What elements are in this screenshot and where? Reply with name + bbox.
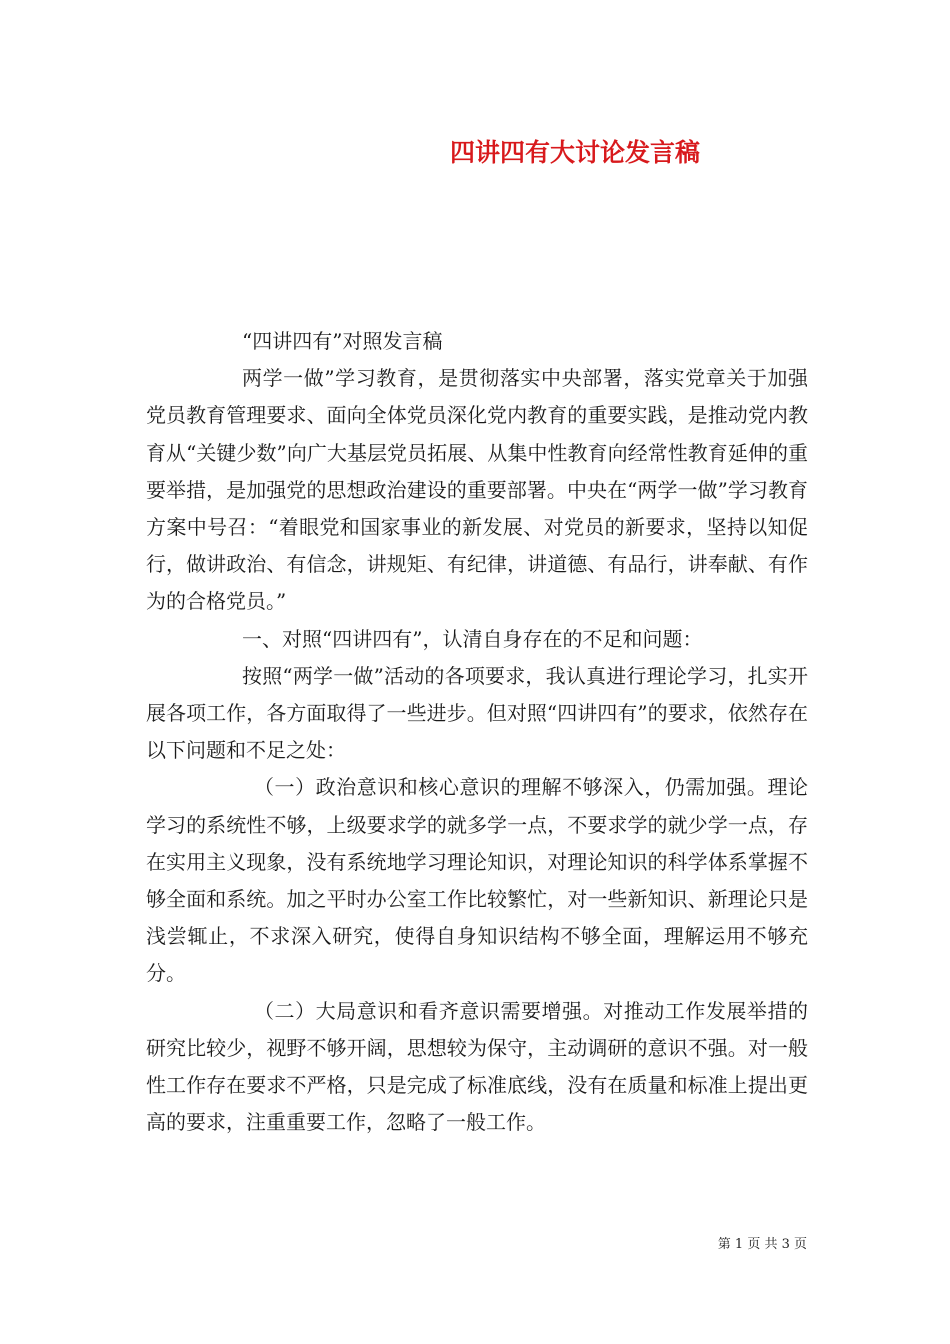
paragraph-item: （二）大局意识和看齐意识需要增强。对推动工作发展举措的研究比较少，视野不够开阔，思想较为保守，主动调研的意识不强。对一般性工作存在要求不严格，只是完成了标准底线，没有在质量和标准上提出更高的要求，注重重要工作，忽略了一般工作。 (146, 998, 808, 1135)
paragraph-item: （一）政治意识和核心意识的理解不够深入，仍需加强。理论学习的系统性不够，上级要求学的就多学一点，不要求学的就少学一点，存在实用主义现象，没有系统地学习理论知识，对理论知识的科学体系掌握不够全面和系统。加之平时办公室工作比较繁忙，对一些新知识、新理论只是浅尝辄止，不求深入研究，使得自身知识结构不够全面，理解运用不够充分。 (146, 775, 808, 986)
paragraph: 两学一做”学习教育，是贯彻落实中央部署，落实党章关于加强党员教育管理要求、面向全体党员深化党内教育的重要实践，是推动党内教育从“关键少数”向广大基层党员拓展、从集中性教育向经常性教育延伸的重要举措，是加强党的思想政治建设的重要部署。中央在“两学一做”学习教育方案中号召：“着眼党和国家事业的新发展、对党员的新要求，坚持以知促行，做讲政治、有信念，讲规矩、有纪律，讲道德、有品行，讲奉献、有作为的合格党员。” (146, 366, 808, 614)
document-body (146, 323, 808, 1141)
paragraph: 按照“两学一做”活动的各项要求，我认真进行理论学习，扎实开展各项工作，各方面取得了一些进步。但对照“四讲四有”的要求，依然存在以下问题和不足之处： (146, 663, 808, 763)
paragraph-subheading: “四讲四有”对照发言稿 (242, 329, 443, 353)
document-title: 四讲四有大讨论发言稿 (449, 138, 700, 167)
section-heading: 一、对照“四讲四有”，认清自身存在的不足和问题： (242, 626, 703, 651)
page-number-footer: 第 1 页 共 3 页 (717, 1237, 807, 1252)
